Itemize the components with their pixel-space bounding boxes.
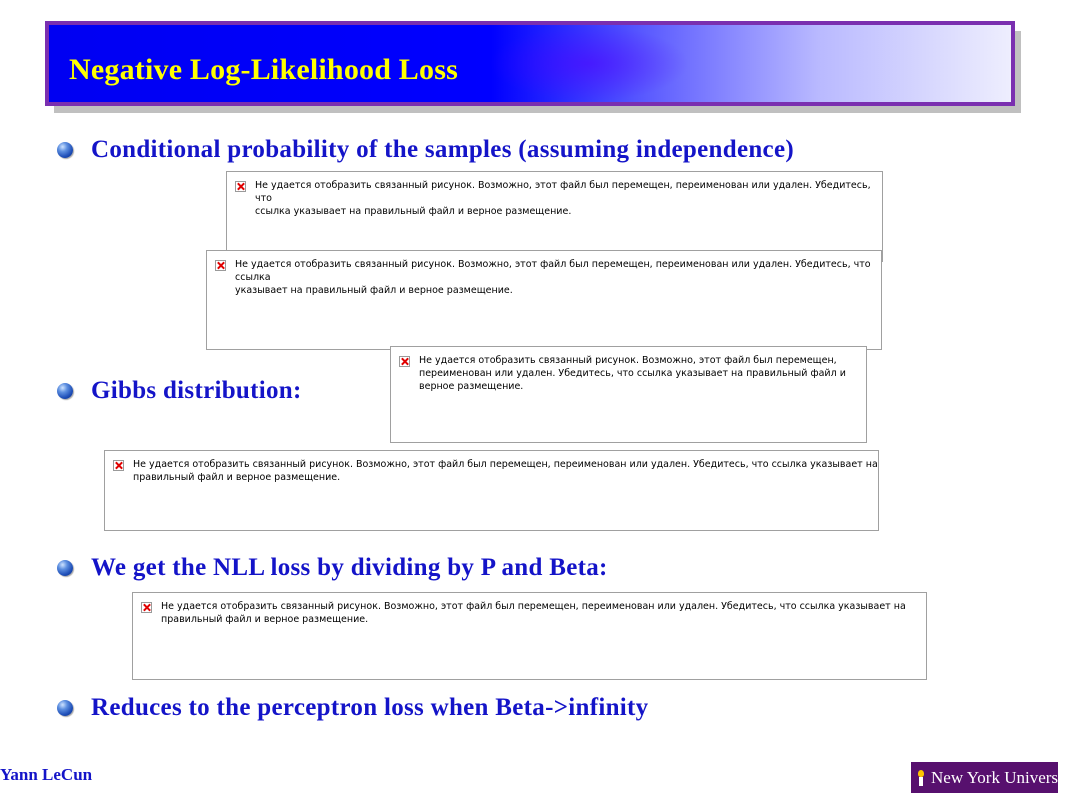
broken-image-placeholder [132, 592, 927, 680]
broken-image-message: Не удается отобразить связанный рисунок. Возможно, этот файл был перемещен, переименован или удален. Убедитесь, что ссылка указывает на правильный файл и верное размещение. [161, 601, 906, 625]
logo-text: New York University [931, 767, 1076, 787]
bullet-item [57, 694, 648, 722]
nyu-torch-icon [916, 770, 926, 786]
broken-image-placeholder [206, 250, 882, 350]
broken-image-icon [399, 356, 410, 367]
title-banner [45, 21, 1015, 106]
broken-image-message: Не удается отобразить связанный рисунок. Возможно, этот файл был перемещен, переименован или удален. Убедитесь, что ссылка указывает на правильный файл и верное размещение. [255, 180, 871, 217]
bullet-text: Gibbs distribution: [91, 377, 302, 404]
bullet-item [57, 377, 302, 405]
broken-image-icon [235, 181, 246, 192]
bullet-text: Conditional probability of the samples (assuming independence) [91, 136, 794, 163]
bullet-text: We get the NLL loss by dividing by P and Beta: [91, 554, 608, 581]
broken-image-message: Не удается отобразить связанный рисунок. Возможно, этот файл был перемещен, переименован или удален. Убедитесь, что ссылка указывает на правильный файл и верное размещение. [235, 259, 871, 296]
broken-image-placeholder [104, 450, 879, 531]
slide-title: Negative Log-Likelihood Loss [69, 53, 458, 86]
broken-image-placeholder [226, 171, 883, 262]
footer-author: Yann LeCun [0, 765, 93, 784]
bullet-item [57, 554, 608, 582]
bullet-item [57, 136, 794, 164]
broken-image-message: Не удается отобразить связанный рисунок. Возможно, этот файл был перемещен, переименован или удален. Убедитесь, что ссылка указывает на правильный файл и верное размещение. [419, 355, 846, 392]
broken-image-placeholder [390, 346, 867, 443]
sphere-bullet-icon [57, 383, 73, 399]
nyu-logo [911, 762, 1076, 793]
sphere-bullet-icon [57, 142, 73, 158]
broken-image-icon [141, 602, 152, 613]
sphere-bullet-icon [57, 560, 73, 576]
broken-image-icon [215, 260, 226, 271]
broken-image-icon [113, 460, 124, 471]
title-glow [489, 25, 689, 102]
broken-image-message: Не удается отобразить связанный рисунок. Возможно, этот файл был перемещен, переименован или удален. Убедитесь, что ссылка указывает на правильный файл и верное размещение. [133, 459, 878, 483]
bullet-text: Reduces to the perceptron loss when Beta->infinity [91, 694, 649, 721]
sphere-bullet-icon [57, 700, 73, 716]
